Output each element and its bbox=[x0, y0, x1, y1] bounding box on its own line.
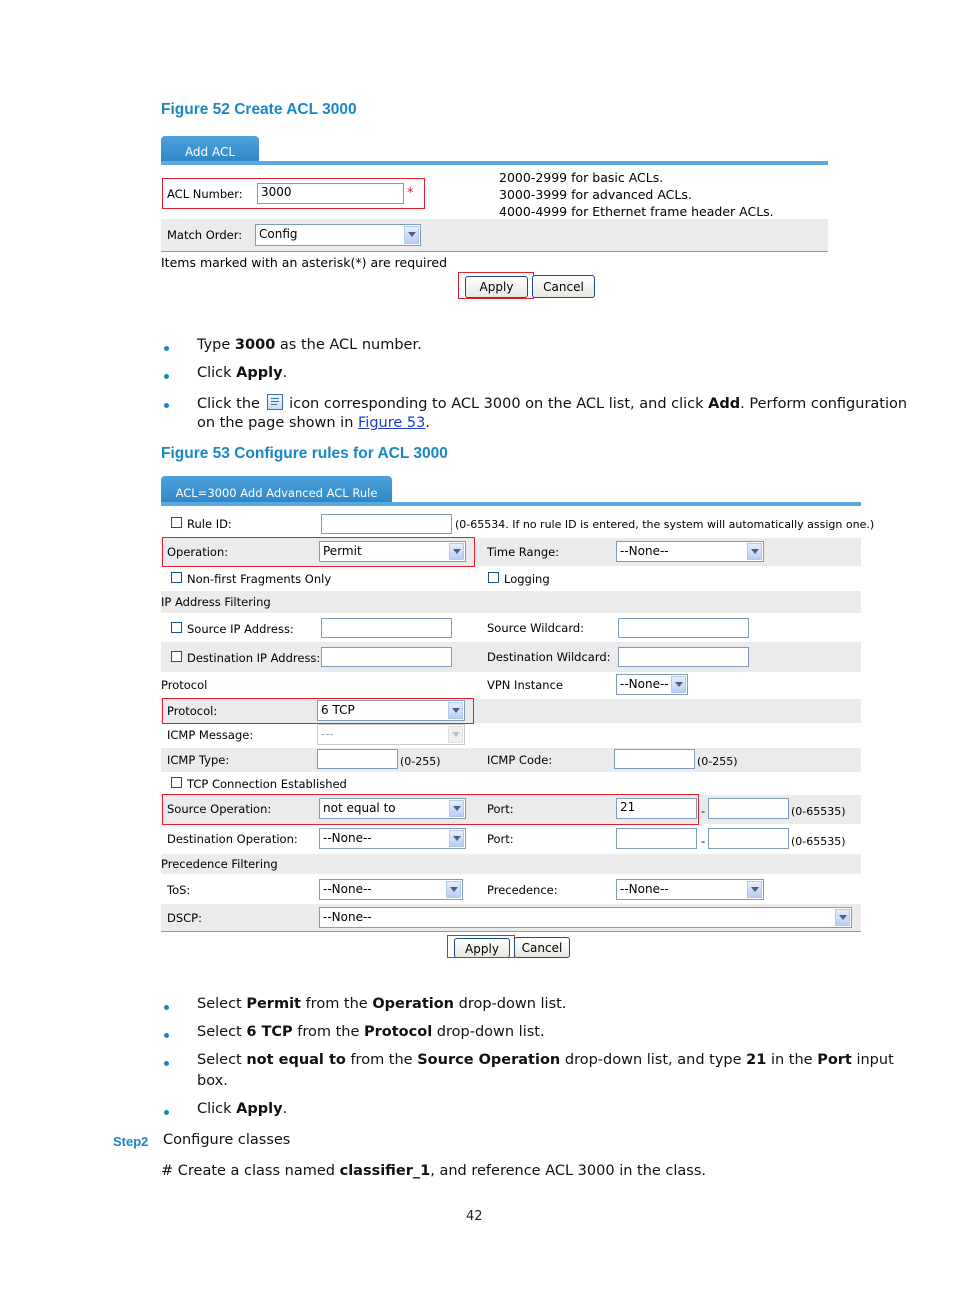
icmp-code-label: ICMP Code: bbox=[487, 753, 553, 767]
port-range-dash: - bbox=[701, 834, 706, 848]
step2-title: Configure classes bbox=[163, 1132, 291, 1148]
vpn-instance-value: --None-- bbox=[620, 677, 669, 691]
required-asterisk: * bbox=[407, 186, 414, 201]
destination-operation-select[interactable] bbox=[319, 828, 466, 849]
logging-checkbox[interactable] bbox=[488, 572, 499, 583]
dscp-select[interactable] bbox=[319, 907, 852, 928]
icmp-message-select bbox=[317, 724, 465, 745]
precedence-value: --None-- bbox=[620, 882, 669, 896]
time-range-select[interactable] bbox=[616, 541, 764, 562]
tab-add-advanced-acl-rule[interactable]: ACL=3000 Add Advanced ACL Rule bbox=[161, 476, 392, 505]
tcp-established-label: TCP Connection Established bbox=[187, 777, 347, 791]
bullet-icon bbox=[164, 346, 169, 351]
cancel-button[interactable]: Cancel bbox=[514, 937, 570, 958]
destination-ip-checkbox[interactable] bbox=[171, 651, 182, 662]
source-operation-value: not equal to bbox=[323, 801, 396, 815]
acl-range-hint-basic: 2000-2999 for basic ACLs. bbox=[499, 170, 664, 185]
step-click-apply: Click Apply. bbox=[197, 365, 288, 381]
precedence-section-heading: Precedence Filtering bbox=[161, 857, 278, 871]
protocol-value: 6 TCP bbox=[321, 703, 355, 717]
rule-id-input[interactable] bbox=[321, 514, 452, 534]
step-click-icon-add-line2: on the page shown in Figure 53. bbox=[197, 415, 430, 431]
chevron-down-icon bbox=[747, 543, 762, 560]
highlight-apply bbox=[447, 935, 515, 958]
required-note: Items marked with an asterisk(*) are required bbox=[161, 255, 448, 270]
non-first-fragments-label: Non-first Fragments Only bbox=[187, 572, 332, 586]
highlight-source-operation bbox=[162, 794, 699, 825]
tab-underline bbox=[161, 161, 828, 165]
tos-value: --None-- bbox=[323, 882, 372, 896]
protocol-section-heading: Protocol bbox=[161, 678, 208, 692]
step2-label: Step2 bbox=[113, 1134, 149, 1149]
operation-label: Operation: bbox=[167, 545, 229, 559]
bullet-icon bbox=[164, 1005, 169, 1010]
tos-select[interactable] bbox=[319, 879, 463, 900]
chevron-down-icon bbox=[446, 881, 461, 898]
source-wildcard-input[interactable] bbox=[618, 618, 749, 638]
dscp-label: DSCP: bbox=[167, 911, 202, 925]
destination-operation-value: --None-- bbox=[323, 831, 372, 845]
ip-filtering-heading: IP Address Filtering bbox=[161, 595, 271, 609]
destination-ip-label: Destination IP Address: bbox=[187, 651, 321, 665]
icmp-type-label: ICMP Type: bbox=[167, 753, 230, 767]
match-order-label: Match Order: bbox=[167, 228, 243, 242]
source-port-hint: (0-65535) bbox=[791, 805, 846, 818]
vpn-instance-label: VPN Instance bbox=[487, 678, 563, 692]
tcp-established-checkbox[interactable] bbox=[171, 777, 182, 788]
step-select-permit: Select Permit from the Operation drop-down list. bbox=[197, 996, 567, 1012]
step-select-tcp: Select 6 TCP from the Protocol drop-down list. bbox=[197, 1024, 545, 1040]
precedence-label: Precedence: bbox=[487, 883, 558, 897]
non-first-fragments-checkbox[interactable] bbox=[171, 572, 182, 583]
time-range-value: --None-- bbox=[620, 544, 669, 558]
chevron-down-icon bbox=[448, 726, 463, 743]
destination-port-input[interactable] bbox=[616, 828, 697, 849]
logging-label: Logging bbox=[504, 572, 550, 586]
step-click-icon-add: Click the icon corresponding to ACL 3000 on the ACL list, and click Add. Perform configuration bbox=[197, 396, 908, 412]
icmp-type-hint: (0-255) bbox=[400, 755, 441, 768]
chevron-down-icon bbox=[404, 226, 419, 244]
chevron-down-icon bbox=[671, 676, 686, 693]
source-port-label: Port: bbox=[487, 802, 514, 816]
source-port-end-input[interactable] bbox=[708, 798, 789, 819]
figure-53-link[interactable]: Figure 53 bbox=[358, 415, 426, 431]
rule-id-checkbox[interactable] bbox=[171, 517, 182, 528]
source-wildcard-label: Source Wildcard: bbox=[487, 621, 585, 635]
destination-wildcard-input[interactable] bbox=[618, 647, 749, 667]
precedence-select[interactable] bbox=[616, 879, 764, 900]
chevron-down-icon bbox=[449, 830, 464, 847]
highlight-acl-number bbox=[162, 178, 425, 209]
match-order-value: Config bbox=[259, 227, 298, 241]
bullet-icon bbox=[164, 374, 169, 379]
source-ip-label: Source IP Address: bbox=[187, 622, 294, 636]
port-range-dash: - bbox=[701, 804, 706, 818]
icmp-code-hint: (0-255) bbox=[697, 755, 738, 768]
acl-range-hint-ethernet: 4000-4999 for Ethernet frame header ACLs. bbox=[499, 204, 774, 219]
apply-button[interactable]: Apply bbox=[454, 938, 510, 958]
step-select-source-operation: Select not equal to from the Source Operation drop-down list, and type 21 in the Port input bbox=[197, 1052, 894, 1068]
cancel-button[interactable]: Cancel bbox=[532, 275, 595, 298]
chevron-down-icon bbox=[747, 881, 762, 898]
bullet-icon bbox=[164, 403, 169, 408]
tab-underline bbox=[161, 502, 861, 506]
match-order-select[interactable] bbox=[255, 224, 421, 246]
source-ip-checkbox[interactable] bbox=[171, 622, 182, 633]
source-ip-input[interactable] bbox=[321, 618, 452, 638]
bullet-icon bbox=[164, 1033, 169, 1038]
operation-value: Permit bbox=[323, 544, 362, 558]
dscp-value: --None-- bbox=[323, 910, 372, 924]
destination-operation-label: Destination Operation: bbox=[167, 832, 298, 846]
figure-52-caption: Figure 52 Create ACL 3000 bbox=[161, 101, 357, 118]
acl-range-hint-advanced: 3000-3999 for advanced ACLs. bbox=[499, 187, 692, 202]
step-type-acl-number: Type 3000 as the ACL number. bbox=[197, 337, 422, 353]
figure-53-caption: Figure 53 Configure rules for ACL 3000 bbox=[161, 445, 448, 462]
destination-port-hint: (0-65535) bbox=[791, 835, 846, 848]
step2-description: # Create a class named classifier_1, and reference ACL 3000 in the class. bbox=[161, 1163, 707, 1179]
tos-label: ToS: bbox=[167, 883, 191, 897]
highlight-operation bbox=[162, 537, 475, 567]
acl-number-input[interactable]: 3000 bbox=[257, 183, 404, 204]
source-port-input[interactable]: 21 bbox=[616, 798, 697, 819]
apply-button[interactable]: Apply bbox=[465, 276, 528, 298]
icmp-message-value: --- bbox=[321, 727, 334, 741]
protocol-label: Protocol: bbox=[167, 704, 218, 718]
form-bottom-line bbox=[161, 251, 828, 252]
bullet-icon bbox=[164, 1061, 169, 1066]
destination-ip-input[interactable] bbox=[321, 647, 452, 667]
rule-id-label: Rule ID: bbox=[187, 517, 232, 531]
tab-add-acl[interactable]: Add ACL bbox=[161, 136, 259, 164]
highlight-protocol bbox=[162, 698, 474, 724]
edit-rule-icon bbox=[267, 394, 283, 410]
icmp-message-label: ICMP Message: bbox=[167, 728, 254, 742]
destination-port-label: Port: bbox=[487, 832, 514, 846]
form-bottom-line bbox=[161, 931, 861, 932]
page-number: 42 bbox=[466, 1209, 483, 1224]
time-range-label: Time Range: bbox=[487, 545, 560, 559]
vpn-instance-select[interactable] bbox=[616, 674, 688, 695]
chevron-down-icon bbox=[835, 909, 850, 926]
destination-wildcard-label: Destination Wildcard: bbox=[487, 650, 611, 664]
destination-port-end-input[interactable] bbox=[708, 828, 789, 849]
highlight-apply bbox=[458, 272, 534, 299]
rule-id-hint: (0-65534. If no rule ID is entered, the system will automatically assign one.) bbox=[455, 518, 875, 531]
bullet-icon bbox=[164, 1110, 169, 1115]
icmp-type-input[interactable] bbox=[317, 749, 398, 769]
source-operation-label: Source Operation: bbox=[167, 802, 272, 816]
icmp-code-input[interactable] bbox=[614, 749, 695, 769]
step-click-apply-2: Click Apply. bbox=[197, 1101, 288, 1117]
acl-number-label: ACL Number: bbox=[167, 187, 243, 201]
step-select-source-operation-line2: box. bbox=[197, 1073, 228, 1089]
